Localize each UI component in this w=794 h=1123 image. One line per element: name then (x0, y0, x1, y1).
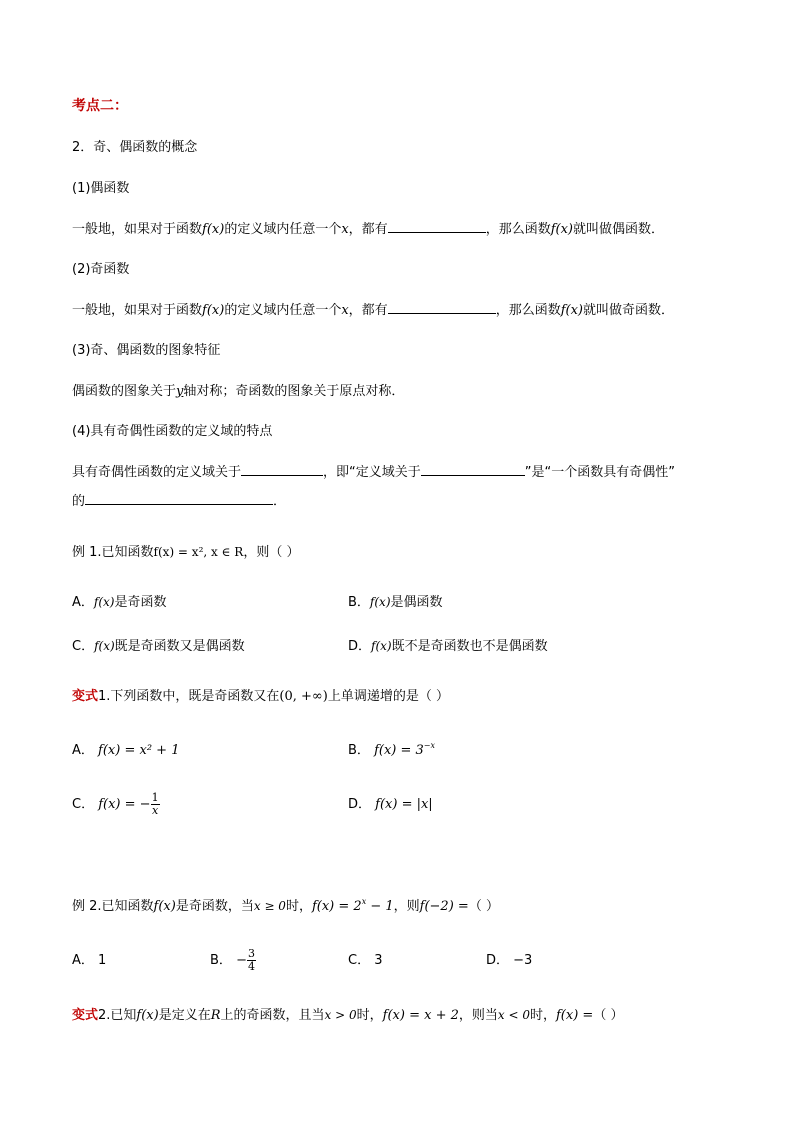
var2-label: 变式 (72, 1008, 99, 1023)
ex2-fx: f(x) (153, 899, 176, 914)
option-exponent: −x (423, 741, 435, 750)
option-label: D． (348, 797, 372, 812)
odd-text-c: ，都有 (348, 303, 388, 318)
domain-text-a: 具有奇偶性函数的定义域关于 (72, 465, 242, 480)
option-text: A． 1 (72, 953, 107, 968)
var1-label: 变式 (72, 689, 99, 704)
option-expr: f(x) = x² + 1 (98, 743, 180, 758)
even-definition (72, 220, 664, 239)
option-text: D． −3 (486, 953, 533, 968)
var2-stem-e: ，则当 (458, 1008, 498, 1023)
option-text: 既是奇函数又是偶函数 (114, 639, 245, 654)
option-label: B． (348, 743, 370, 758)
var2-cond-2: x < 0 (497, 1008, 530, 1022)
odd-definition (72, 301, 674, 320)
option-label: A． (72, 743, 94, 758)
graph-text-b: 轴对称；奇函数的图象关于原点对称． (183, 384, 405, 399)
ex1-formula: f(x) = x², x ∈ R (153, 545, 244, 559)
ex2-def-tail: − 1 (366, 899, 394, 914)
option-text: C． 3 (348, 953, 383, 968)
odd-text-d: ，那么函数 (495, 303, 561, 318)
var2-stem (72, 1006, 623, 1025)
ex2-option-b[interactable] (210, 946, 256, 976)
ex2-cond: x ≥ 0 (253, 899, 286, 913)
var2-stem-a: 2.已知 (98, 1008, 137, 1023)
var1-option-a[interactable] (72, 742, 179, 760)
graph-y: y (176, 384, 184, 399)
ex2-stem (72, 897, 499, 916)
var2-ask: f(x) = (556, 1008, 594, 1023)
domain-text-b: ，即“定义域关于 (323, 465, 421, 480)
domain-title: (4)具有奇偶性函数的定义域的特点 (72, 424, 273, 439)
option-label: A． (72, 595, 94, 610)
domain-blank-1[interactable] (241, 463, 323, 476)
option-fx: f(x) (369, 595, 391, 609)
ex1-stem-b: ，则（ ） (243, 545, 300, 560)
even-x: x (341, 222, 349, 237)
ex1-stem (72, 543, 299, 562)
even-blank[interactable] (388, 220, 486, 233)
ex1-stem-a: 例 1.已知函数 (72, 545, 154, 560)
option-fx: f(x) (371, 639, 392, 653)
domain-text-cont (72, 492, 286, 511)
graph-text-a: 偶函数的图象关于 (72, 384, 177, 399)
var1-stem-a: 1.下列函数中，既是奇函数又在 (98, 689, 280, 704)
var2-stem-c: 上的奇函数，且当 (220, 1008, 325, 1023)
even-text-b: 的定义域内任意一个 (224, 222, 342, 237)
ex2-stem-d: ，则 (393, 899, 420, 914)
var1-option-c[interactable] (72, 790, 160, 820)
graph-title: (3)奇、偶函数的图象特征 (72, 343, 221, 358)
fraction-denominator: 4 (247, 960, 255, 973)
fraction-denominator: x (151, 804, 159, 817)
even-title: (1)偶函数 (72, 181, 130, 196)
var2-stem-d: 时， (356, 1008, 383, 1023)
option-expr: f(x) = 3 (374, 743, 424, 758)
fraction-numerator: 3 (247, 947, 255, 960)
ex2-def-exponent: x (361, 897, 367, 906)
option-label: C． (72, 639, 95, 654)
even-fx: f(x) (202, 222, 225, 237)
var2-stem-b: 是定义在 (158, 1008, 211, 1023)
ex2-stem-c: 时， (285, 899, 312, 914)
var1-option-d[interactable] (348, 796, 433, 814)
var2-stem-g: （ ） (593, 1008, 624, 1023)
section-heading: 考点二： (72, 98, 128, 114)
even-text-d: ，那么函数 (485, 222, 551, 237)
ex1-option-c[interactable] (72, 637, 245, 656)
option-label: D． (348, 639, 372, 654)
var1-stem-b: 上单调递增的是（ ） (327, 689, 449, 704)
option-text: 是奇函数 (114, 595, 167, 610)
ex2-option-a[interactable] (72, 952, 106, 970)
option-fraction (151, 792, 160, 817)
odd-text-e: 就叫做奇函数． (583, 303, 675, 318)
option-text: 既不是奇函数也不是偶函数 (391, 639, 548, 654)
option-fx: f(x) (93, 595, 115, 609)
odd-fx: f(x) (202, 303, 225, 318)
option-label: C． (72, 797, 95, 812)
option-fx: f(x) (94, 639, 115, 653)
option-expr: f(x) = − (98, 797, 151, 812)
option-sign: − (236, 953, 247, 968)
even-fx-2: f(x) (550, 222, 573, 237)
option-expr: f(x) = |x| (375, 797, 433, 812)
var1-option-b[interactable] (348, 742, 435, 760)
domain-text (72, 463, 675, 482)
odd-fx-2: f(x) (560, 303, 583, 318)
odd-blank[interactable] (388, 301, 496, 314)
graph-text (72, 383, 404, 401)
domain-blank-3[interactable] (85, 492, 273, 505)
domain-text-e: ． (273, 494, 287, 509)
odd-text-b: 的定义域内任意一个 (224, 303, 342, 318)
domain-blank-2[interactable] (421, 463, 525, 476)
fraction-numerator: 1 (151, 791, 159, 804)
var2-def: f(x) = x + 2 (382, 1008, 459, 1023)
option-text: 是偶函数 (390, 595, 443, 610)
ex1-option-a[interactable] (72, 593, 167, 612)
var2-cond-1: x > 0 (324, 1008, 357, 1022)
ex2-stem-e: （ ） (468, 899, 499, 914)
ex1-option-d[interactable] (348, 637, 548, 656)
odd-x: x (341, 303, 349, 318)
ex2-ask: f(−2) = (419, 899, 469, 914)
section-title: 2．奇、偶函数的概念 (72, 140, 198, 155)
var2-stem-f: 时， (529, 1008, 556, 1023)
ex2-stem-b: 是奇函数，当 (175, 899, 254, 914)
odd-text-a: 一般地，如果对于函数 (72, 303, 203, 318)
var1-interval: (0, +∞) (279, 689, 328, 704)
ex2-stem-a: 例 2.已知函数 (72, 899, 154, 914)
domain-text-c: ”是“一个函数具有奇偶性” (524, 465, 675, 480)
ex2-option-c[interactable] (348, 952, 382, 970)
even-text-c: ，都有 (348, 222, 388, 237)
ex1-option-b[interactable] (348, 593, 443, 612)
option-label: B． (348, 595, 370, 610)
domain-text-d: 的 (72, 494, 86, 509)
var1-stem (72, 688, 449, 706)
option-fraction (247, 948, 256, 973)
option-label: B． (210, 953, 232, 968)
var2-fx: f(x) (136, 1008, 159, 1023)
ex2-def: f(x) = 2 (311, 899, 362, 914)
even-text-a: 一般地，如果对于函数 (72, 222, 203, 237)
var2-R: R (210, 1008, 221, 1023)
even-text-e: 就叫做偶函数． (573, 222, 665, 237)
odd-title: (2)奇函数 (72, 262, 130, 277)
ex2-option-d[interactable] (486, 952, 532, 970)
